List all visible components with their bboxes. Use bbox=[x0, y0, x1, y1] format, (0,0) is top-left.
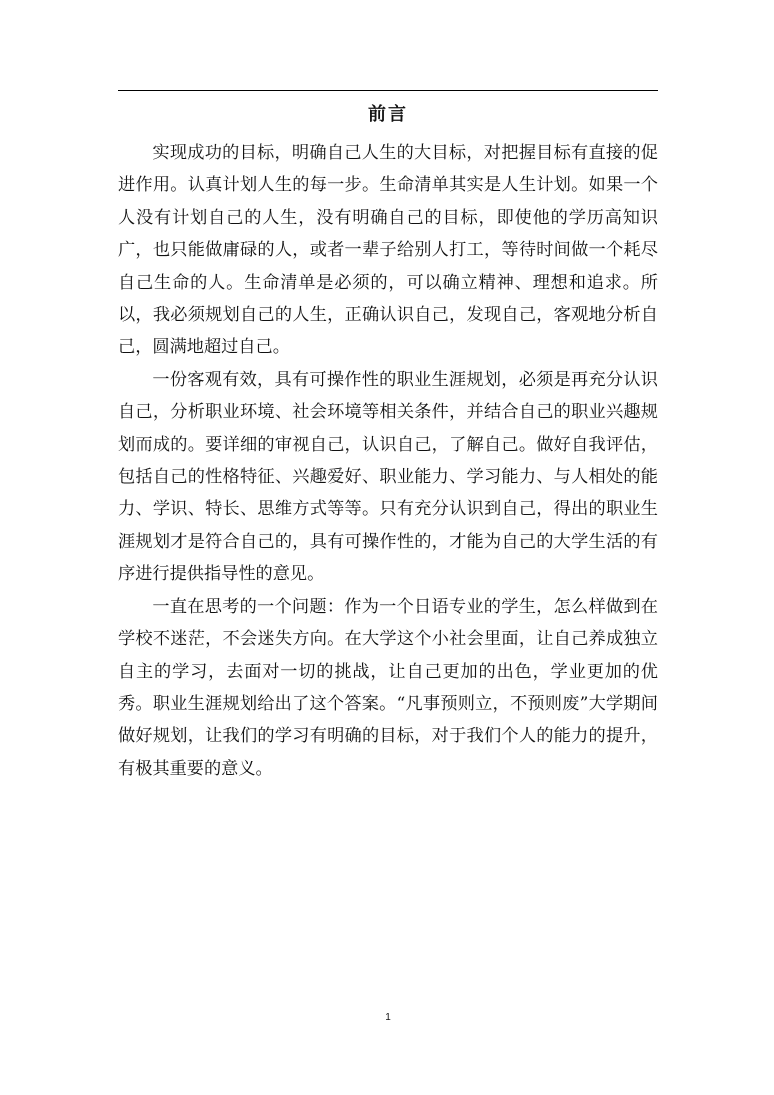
paragraph-2: 一份客观有效，具有可操作性的职业生涯规划，必须是再充分认识自己，分析职业环境、社会环境等相关条件，并结合自己的职业兴趣规划而成的。要详细的审视自己，认识自己，了解自己。做好自我评估，包括自己的性格特征、兴趣爱好、职业能力、学习能力、与人相处的能力、学识、特长、思维方式等等。只有充分认识到自己，得出的职业生涯规划才是符合自己的，具有可操作性的，才能为自己的大学生活的有序进行提供指导性的意见。 bbox=[118, 369, 658, 585]
page-title: 前言 bbox=[368, 104, 408, 125]
paragraph-1: 实现成功的目标，明确自己人生的大目标，对把握目标有直接的促进作用。认真计划人生的每一步。生命清单其实是人生计划。如果一个人没有计划自己的人生，没有明确自己的目标，即使他的学历高知识广，也只能做庸碌的人，或者一辈子给别人打工，等待时间做一个耗尽自己生命的人。生命清单是必须的，可以确立精神、理想和追求。所以，我必须规划自己的人生，正确认识自己，发现自己，客观地分析自己，圆满地超过自己。 bbox=[118, 143, 658, 358]
header-rule bbox=[118, 90, 658, 91]
paragraph-3: 一直在思考的一个问题：作为一个日语专业的学生，怎么样做到在学校不迷茫，不会迷失方向。在大学这个小社会里面，让自己养成独立自主的学习，去面对一切的挑战，让自己更加的出色，学业更加的优秀。职业生涯规划给出了这个答案。“凡事预则立，不预则废”大学期间做好规划，让我们的学习有明确的目标，对于我们个人的能力的提升，有极其重要的意义。 bbox=[118, 596, 658, 779]
document-body bbox=[118, 137, 658, 785]
page-number: 1 bbox=[385, 1012, 391, 1023]
